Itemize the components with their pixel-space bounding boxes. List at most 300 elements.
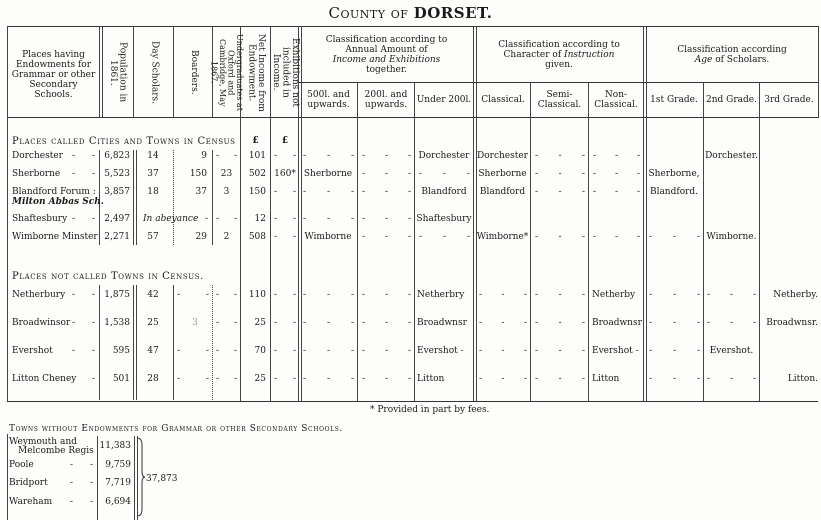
dash-mark: - bbox=[327, 318, 331, 328]
dash-mark: - bbox=[408, 374, 412, 384]
age-label: of Scholars. bbox=[712, 55, 770, 65]
population: 6,694 bbox=[105, 497, 131, 507]
class-non: Netherby bbox=[592, 290, 636, 300]
class-g3: Netherby. bbox=[773, 290, 818, 300]
dash-mark: - bbox=[649, 232, 653, 242]
dash-mark: - bbox=[274, 318, 278, 328]
dash-mark: - bbox=[408, 318, 412, 328]
total-population: 37,873 bbox=[146, 474, 178, 484]
title-prefix: County of bbox=[328, 4, 409, 22]
day-scholars: 57 bbox=[147, 232, 159, 242]
dash-mark: - bbox=[90, 497, 94, 507]
col-divider bbox=[588, 82, 589, 401]
col-divider bbox=[759, 82, 760, 401]
population: 5,523 bbox=[104, 169, 130, 179]
dash-mark: - bbox=[274, 151, 278, 161]
dash-mark: - bbox=[707, 318, 711, 328]
income-group-line: together. bbox=[365, 65, 408, 75]
place-name: Broadwinsor bbox=[12, 318, 71, 328]
dash-mark: - bbox=[351, 290, 355, 300]
income-group-line: Annual Amount of bbox=[345, 45, 428, 55]
header-instruction-group bbox=[476, 30, 642, 80]
dash-mark: - bbox=[293, 187, 297, 197]
dash-mark: - bbox=[362, 187, 366, 197]
dash-mark: - bbox=[582, 151, 586, 161]
dash-mark: - bbox=[524, 374, 528, 384]
dash-mark: - bbox=[234, 290, 238, 300]
header-boarders: Boarders. bbox=[188, 50, 199, 95]
table-top-rule bbox=[7, 26, 818, 27]
dash-mark: - bbox=[479, 318, 483, 328]
dash-mark: - bbox=[303, 151, 307, 161]
class-non: Evershot - bbox=[592, 346, 639, 356]
dash-mark: - bbox=[419, 232, 423, 242]
dash-mark: - bbox=[730, 374, 734, 384]
dash-mark: - bbox=[730, 318, 734, 328]
dash-mark: - bbox=[558, 290, 562, 300]
col-divider bbox=[414, 82, 415, 401]
dash-mark: - bbox=[72, 290, 76, 300]
header-net-income: Net Income from Endowment. bbox=[246, 33, 266, 112]
dash-mark: - bbox=[206, 290, 210, 300]
right-border bbox=[818, 26, 819, 118]
dash-mark: - bbox=[303, 214, 307, 224]
header-day-scholars: Day Scholars. bbox=[149, 41, 160, 104]
town-name: Poole bbox=[9, 460, 34, 470]
dash-mark: - bbox=[362, 214, 366, 224]
header-classical: Classical. bbox=[481, 95, 525, 105]
class-under200: Netherbry bbox=[417, 290, 465, 300]
dash-mark: - bbox=[582, 346, 586, 356]
dash-mark: - bbox=[351, 346, 355, 356]
dash-mark: - bbox=[501, 374, 505, 384]
age-label-italic: Age bbox=[694, 55, 713, 65]
dash-mark: - bbox=[408, 187, 412, 197]
dash-mark: - bbox=[234, 318, 238, 328]
class-classical: Blandford bbox=[479, 187, 526, 197]
dash-mark: - bbox=[615, 151, 619, 161]
dash-mark: - bbox=[216, 346, 220, 356]
class-g3: Broadwnsr. bbox=[766, 318, 818, 328]
age-group-line: Classification according bbox=[677, 45, 787, 55]
dash-mark: - bbox=[649, 346, 653, 356]
class-classical: Wimborne* bbox=[476, 232, 529, 242]
day-scholars: In abeyance bbox=[143, 214, 199, 224]
dash-mark: - bbox=[385, 187, 389, 197]
boarders: 37 bbox=[195, 187, 207, 197]
dash-mark: - bbox=[351, 187, 355, 197]
header-population: Population in 1861. bbox=[108, 42, 128, 103]
class-classical: Dorchester bbox=[477, 151, 528, 161]
currency-symbol: £ bbox=[281, 136, 289, 146]
dash-mark: - bbox=[408, 214, 412, 224]
dash-mark: - bbox=[303, 187, 307, 197]
boarders: 9 bbox=[201, 151, 207, 161]
dash-mark: - bbox=[443, 232, 447, 242]
dash-mark: - bbox=[582, 290, 586, 300]
dash-mark: - bbox=[327, 346, 331, 356]
dash-mark: - bbox=[92, 169, 96, 179]
dash-mark: - bbox=[274, 232, 278, 242]
dash-mark: - bbox=[649, 290, 653, 300]
col-divider bbox=[357, 82, 358, 401]
class-g1: Sherborne, bbox=[648, 169, 700, 179]
dash-mark: - bbox=[615, 187, 619, 197]
place-name-sub: Milton Abbas Sch. bbox=[12, 197, 104, 207]
day-scholars: 25 bbox=[147, 318, 159, 328]
dash-mark: - bbox=[70, 478, 74, 488]
class-c500: Sherborne bbox=[303, 169, 353, 179]
dash-mark: - bbox=[443, 169, 447, 179]
dash-mark: - bbox=[593, 187, 597, 197]
dash-mark: - bbox=[274, 374, 278, 384]
dash-mark: - bbox=[177, 290, 181, 300]
dash-mark: - bbox=[385, 346, 389, 356]
place-name: Shaftesbury bbox=[12, 214, 68, 224]
dash-mark: - bbox=[92, 374, 96, 384]
dash-mark: - bbox=[593, 151, 597, 161]
dash-mark: - bbox=[535, 187, 539, 197]
dash-mark: - bbox=[362, 374, 366, 384]
class-g3: Litton. bbox=[787, 374, 818, 384]
dash-mark: - bbox=[90, 478, 94, 488]
dash-mark: - bbox=[673, 374, 677, 384]
dash-mark: - bbox=[637, 232, 641, 242]
header-bottom-rule bbox=[7, 117, 818, 118]
boarders: 3 bbox=[192, 318, 198, 328]
dash-mark: - bbox=[524, 290, 528, 300]
class-under200: Evershot - bbox=[417, 346, 464, 356]
place-name: Evershot bbox=[12, 346, 53, 356]
boarders: 150 bbox=[189, 169, 207, 179]
class-under200: Blandford bbox=[421, 187, 467, 197]
dash-mark: - bbox=[535, 346, 539, 356]
dash-mark: - bbox=[293, 318, 297, 328]
dash-mark: - bbox=[234, 151, 238, 161]
dash-mark: - bbox=[293, 232, 297, 242]
dash-mark: - bbox=[697, 374, 701, 384]
dash-mark: - bbox=[697, 346, 701, 356]
dash-mark: - bbox=[408, 151, 412, 161]
net-income: 70 bbox=[254, 346, 266, 356]
class-g2: Wimborne. bbox=[706, 232, 757, 242]
population: 1,875 bbox=[104, 290, 130, 300]
dash-mark: - bbox=[274, 187, 278, 197]
instruction-label-italic: Instruction bbox=[564, 50, 615, 60]
dash-mark: - bbox=[501, 290, 505, 300]
dash-mark: - bbox=[753, 290, 757, 300]
dash-mark: - bbox=[385, 318, 389, 328]
dash-mark: - bbox=[673, 318, 677, 328]
dash-mark: - bbox=[467, 169, 471, 179]
dash-mark: - bbox=[92, 151, 96, 161]
dash-mark: - bbox=[558, 318, 562, 328]
dash-mark: - bbox=[535, 374, 539, 384]
header-200-upwards: 200l. and upwards. bbox=[364, 90, 408, 110]
subheader-rule bbox=[299, 82, 818, 83]
dash-mark: - bbox=[558, 232, 562, 242]
class-under200: Broadwnsr bbox=[417, 318, 467, 328]
day-scholars: 14 bbox=[147, 151, 159, 161]
dash-mark: - bbox=[293, 346, 297, 356]
dash-mark: - bbox=[72, 214, 76, 224]
section-heading-towns: Places called Cities and Towns in Census bbox=[12, 136, 236, 147]
income-group-line: Income and Exhibitions bbox=[332, 55, 441, 65]
net-income: 25 bbox=[254, 374, 266, 384]
dash-mark: - bbox=[362, 290, 366, 300]
dash-mark: - bbox=[216, 290, 220, 300]
dash-mark: - bbox=[293, 151, 297, 161]
dash-mark: - bbox=[479, 374, 483, 384]
header-income-group bbox=[301, 30, 472, 80]
dash-mark: - bbox=[362, 318, 366, 328]
dash-mark: - bbox=[649, 318, 653, 328]
day-scholars: 37 bbox=[147, 169, 159, 179]
dash-mark: - bbox=[351, 318, 355, 328]
col-divider bbox=[530, 82, 531, 401]
dash-mark: - bbox=[385, 232, 389, 242]
class-c500: Wimborne bbox=[304, 232, 352, 242]
exhibitions: 160* bbox=[274, 169, 296, 179]
dash-mark: - bbox=[730, 290, 734, 300]
dash-mark: - bbox=[535, 290, 539, 300]
dash-mark: - bbox=[72, 151, 76, 161]
class-g2: Evershot. bbox=[709, 346, 754, 356]
header-3rd-grade: 3rd Grade. bbox=[764, 95, 814, 105]
dash-mark: - bbox=[177, 346, 181, 356]
age-group-line bbox=[695, 55, 770, 65]
dash-mark: - bbox=[673, 346, 677, 356]
population: 9,759 bbox=[105, 460, 131, 470]
dash-mark: - bbox=[234, 214, 238, 224]
dash-mark: - bbox=[707, 290, 711, 300]
dash-mark: - bbox=[501, 346, 505, 356]
instruction-group-line bbox=[504, 50, 615, 60]
dash-mark: - bbox=[327, 214, 331, 224]
net-income: 12 bbox=[254, 214, 266, 224]
left-border bbox=[7, 26, 8, 401]
header-1st-grade: 1st Grade. bbox=[650, 95, 698, 105]
dash-mark: - bbox=[92, 290, 96, 300]
dash-mark: - bbox=[234, 374, 238, 384]
title-county: DORSET. bbox=[413, 4, 493, 22]
net-income: 101 bbox=[248, 151, 266, 161]
dash-mark: - bbox=[216, 374, 220, 384]
dash-mark: - bbox=[535, 169, 539, 179]
dash-mark: - bbox=[593, 169, 597, 179]
col-divider bbox=[473, 26, 477, 401]
class-classical: Sherborne bbox=[478, 169, 527, 179]
body-divider bbox=[173, 285, 174, 400]
dash-mark: - bbox=[327, 151, 331, 161]
dash-mark: - bbox=[177, 374, 181, 384]
dash-mark: - bbox=[649, 374, 653, 384]
population: 1,538 bbox=[104, 318, 130, 328]
col-divider bbox=[173, 26, 174, 118]
dash-mark: - bbox=[385, 214, 389, 224]
dash-mark: - bbox=[70, 460, 74, 470]
dash-mark: - bbox=[753, 374, 757, 384]
dash-mark: - bbox=[206, 374, 210, 384]
dash-mark: - bbox=[216, 318, 220, 328]
dash-mark: - bbox=[274, 290, 278, 300]
body-divider bbox=[212, 285, 213, 400]
dash-mark: - bbox=[558, 151, 562, 161]
dash-mark: - bbox=[535, 318, 539, 328]
dash-mark: - bbox=[419, 169, 423, 179]
dash-mark: - bbox=[70, 497, 74, 507]
header-exhibitions: Exhibitions not included in Income. bbox=[270, 38, 300, 107]
dash-mark: - bbox=[558, 374, 562, 384]
dash-mark: - bbox=[385, 151, 389, 161]
place-name: Wimborne Minster bbox=[12, 232, 98, 242]
section-heading-without-endowments: Towns without Endowments for Grammar or other Secondary Schools. bbox=[9, 424, 343, 434]
dash-mark: - bbox=[92, 346, 96, 356]
dash-mark: - bbox=[408, 169, 412, 179]
header-undergraduates: Undergraduates at Oxford and Cambridge, May 1867. bbox=[209, 34, 244, 111]
dash-mark: - bbox=[385, 374, 389, 384]
instruction-group-line: Classification according to bbox=[498, 40, 620, 50]
undergraduates: 3 bbox=[223, 187, 230, 197]
dash-mark: - bbox=[593, 232, 597, 242]
dash-mark: - bbox=[637, 169, 641, 179]
dash-mark: - bbox=[92, 318, 96, 328]
dash-mark: - bbox=[707, 374, 711, 384]
dash-mark: - bbox=[467, 232, 471, 242]
dash-mark: - bbox=[535, 151, 539, 161]
population: 11,383 bbox=[99, 441, 131, 451]
dash-mark: - bbox=[362, 169, 366, 179]
dash-mark: - bbox=[206, 346, 210, 356]
dash-mark: - bbox=[753, 318, 757, 328]
dash-mark: - bbox=[697, 290, 701, 300]
dash-mark: - bbox=[524, 346, 528, 356]
table-bottom-rule bbox=[7, 401, 818, 402]
town-name: Wareham bbox=[9, 497, 53, 507]
class-under200: Dorchester bbox=[418, 151, 470, 161]
header-under-200: Under 200l. bbox=[416, 95, 472, 105]
place-name: Dorchester bbox=[12, 151, 63, 161]
instruction-label: Character of bbox=[503, 50, 565, 60]
day-scholars: 18 bbox=[147, 187, 159, 197]
dash-mark: - bbox=[293, 290, 297, 300]
dash-mark: - bbox=[362, 232, 366, 242]
dash-mark: - bbox=[327, 290, 331, 300]
dash-mark: - bbox=[673, 232, 677, 242]
header-non-classical: Non-Classical. bbox=[594, 90, 638, 110]
dash-mark: - bbox=[303, 318, 307, 328]
class-g2: Dorchester. bbox=[705, 151, 758, 161]
col-divider bbox=[643, 26, 647, 401]
dash-mark: - bbox=[637, 151, 641, 161]
population: 595 bbox=[112, 346, 130, 356]
currency-symbol: £ bbox=[252, 136, 259, 146]
town-name: Weymouth and bbox=[9, 437, 77, 447]
net-income: 25 bbox=[254, 318, 266, 328]
population: 2,271 bbox=[104, 232, 130, 242]
dash-mark: - bbox=[385, 169, 389, 179]
dash-mark: - bbox=[558, 169, 562, 179]
net-income: 110 bbox=[248, 290, 266, 300]
dash-mark: - bbox=[303, 374, 307, 384]
dash-mark: - bbox=[582, 187, 586, 197]
dash-mark: - bbox=[558, 187, 562, 197]
dash-mark: - bbox=[72, 346, 76, 356]
dash-mark: - bbox=[327, 374, 331, 384]
dash-mark: - bbox=[274, 214, 278, 224]
undergraduates: 23 bbox=[220, 169, 233, 179]
place-name: Blandford Forum : bbox=[12, 187, 96, 197]
dash-mark: - bbox=[72, 318, 76, 328]
header-2nd-grade: 2nd Grade. bbox=[706, 95, 757, 105]
page-title bbox=[0, 4, 821, 22]
dash-mark: - bbox=[274, 346, 278, 356]
dash-mark: - bbox=[637, 187, 641, 197]
header-age-group bbox=[646, 30, 818, 80]
net-income: 502 bbox=[248, 169, 266, 179]
dash-mark: - bbox=[293, 214, 297, 224]
dash-mark: - bbox=[479, 346, 483, 356]
dash-mark: - bbox=[408, 346, 412, 356]
dash-mark: - bbox=[216, 151, 220, 161]
net-income: 150 bbox=[248, 187, 266, 197]
place-name: Sherborne bbox=[12, 169, 61, 179]
dash-mark: - bbox=[385, 290, 389, 300]
dash-mark: - bbox=[327, 187, 331, 197]
dash-mark: - bbox=[408, 290, 412, 300]
day-scholars: 28 bbox=[147, 374, 159, 384]
dash-mark: - bbox=[92, 214, 96, 224]
population: 3,857 bbox=[104, 187, 130, 197]
boarders: 29 bbox=[195, 232, 207, 242]
dash-mark: - bbox=[72, 169, 76, 179]
dash-mark: - bbox=[535, 232, 539, 242]
class-under200: Shaftesbury bbox=[416, 214, 472, 224]
dash-mark: - bbox=[234, 346, 238, 356]
dash-mark: - bbox=[615, 169, 619, 179]
class-non: Broadwnsr bbox=[592, 318, 642, 328]
dash-mark: - bbox=[697, 232, 701, 242]
dash-mark: - bbox=[582, 374, 586, 384]
net-income: 508 bbox=[248, 232, 266, 242]
day-scholars: 47 bbox=[147, 346, 159, 356]
dash-mark: - bbox=[362, 151, 366, 161]
population: 7,719 bbox=[105, 478, 131, 488]
dash-mark: - bbox=[479, 290, 483, 300]
dash-mark: - bbox=[673, 290, 677, 300]
header-places: Places having Endowments for Grammar or other Secondary Schools. bbox=[11, 50, 96, 100]
class-under200: Litton bbox=[417, 374, 445, 384]
dash-mark: - bbox=[90, 460, 94, 470]
population: 6,823 bbox=[104, 151, 130, 161]
dash-mark: - bbox=[362, 346, 366, 356]
dash-mark: - bbox=[293, 374, 297, 384]
dash-mark: - bbox=[582, 318, 586, 328]
dash-mark: - bbox=[524, 318, 528, 328]
population: 2,497 bbox=[104, 214, 130, 224]
header-semi-classical: Semi-Classical. bbox=[537, 90, 582, 110]
dash-mark: - bbox=[216, 214, 220, 224]
dash-mark: - bbox=[205, 214, 209, 224]
undergraduates: 2 bbox=[223, 232, 230, 242]
place-name: Netherbury bbox=[12, 290, 66, 300]
dash-mark: - bbox=[501, 318, 505, 328]
dash-mark: - bbox=[408, 232, 412, 242]
class-g1: Blandford. bbox=[649, 187, 699, 197]
section-heading-not-towns: Places not called Towns in Census. bbox=[12, 271, 204, 282]
town-name-sub: Melcombe Regis bbox=[18, 446, 94, 456]
income-group-line: Classification according to bbox=[325, 35, 448, 45]
